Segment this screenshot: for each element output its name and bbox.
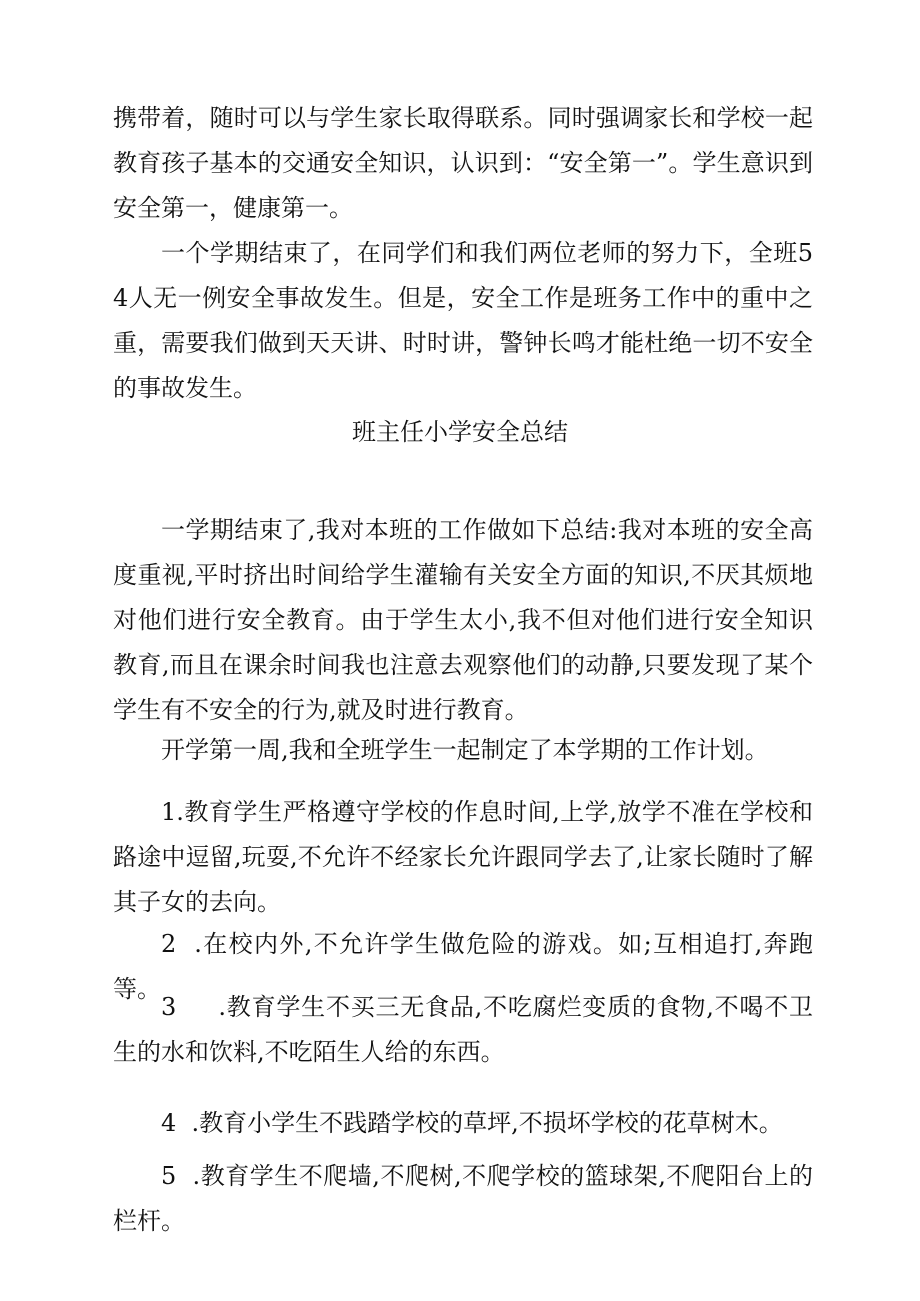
list-item-1: 1.教育学生严格遵守学校的作息时间,上学,放学不准在学校和路途中逗留,玩耍,不允许不经家长允许跟同学去了,让家长随时了解其子女的去向。 bbox=[113, 798, 813, 916]
list-item-2: 2 .在校内外,不允许学生做危险的游戏。如;互相追打,奔跑等。 bbox=[113, 930, 813, 1003]
list-item-5: 5 .教育学生不爬墙,不爬树,不爬学校的篮球架,不爬阳台上的栏杆。 bbox=[113, 1162, 813, 1235]
list-item-3: 3 .教育学生不买三无食品,不吃腐烂变质的食物,不喝不卫生的水和饮料,不吃陌生人给的东西。 bbox=[113, 993, 813, 1066]
paragraph-contact-parents: 携带着，随时可以与学生家长取得联系。同时强调家长和学校一起教育孩子基本的交通安全知识，认识到：“安全第一”。学生意识到安全第一，健康第一。 bbox=[113, 104, 813, 222]
list-item-4: 4 .教育小学生不践踏学校的草坪,不损坏学校的花草树木。 bbox=[161, 1109, 783, 1137]
paragraph-semester-summary: 一个学期结束了，在同学们和我们两位老师的努力下，全班54人无一例安全事故发生。但是，安全工作是班务工作中的重中之重，需要我们做到天天讲、时时讲，警钟长鸣才能杜绝一切不安全的事故发生。 bbox=[113, 239, 813, 402]
paragraph-work-plan: 开学第一周,我和全班学生一起制定了本学期的工作计划。 bbox=[161, 736, 769, 764]
section-title: 班主任小学安全总结 bbox=[352, 418, 568, 446]
paragraph-class-safety-summary: 一学期结束了,我对本班的工作做如下总结:我对本班的安全高度重视,平时挤出时间给学生灌输有关安全方面的知识,不厌其烦地对他们进行安全教育。由于学生太小,我不但对他们进行安全知识教育,而且在课余时间我也注意去观察他们的动静,只要发现了某个学生有不安全的行为,就及时进行教育。 bbox=[113, 516, 813, 724]
